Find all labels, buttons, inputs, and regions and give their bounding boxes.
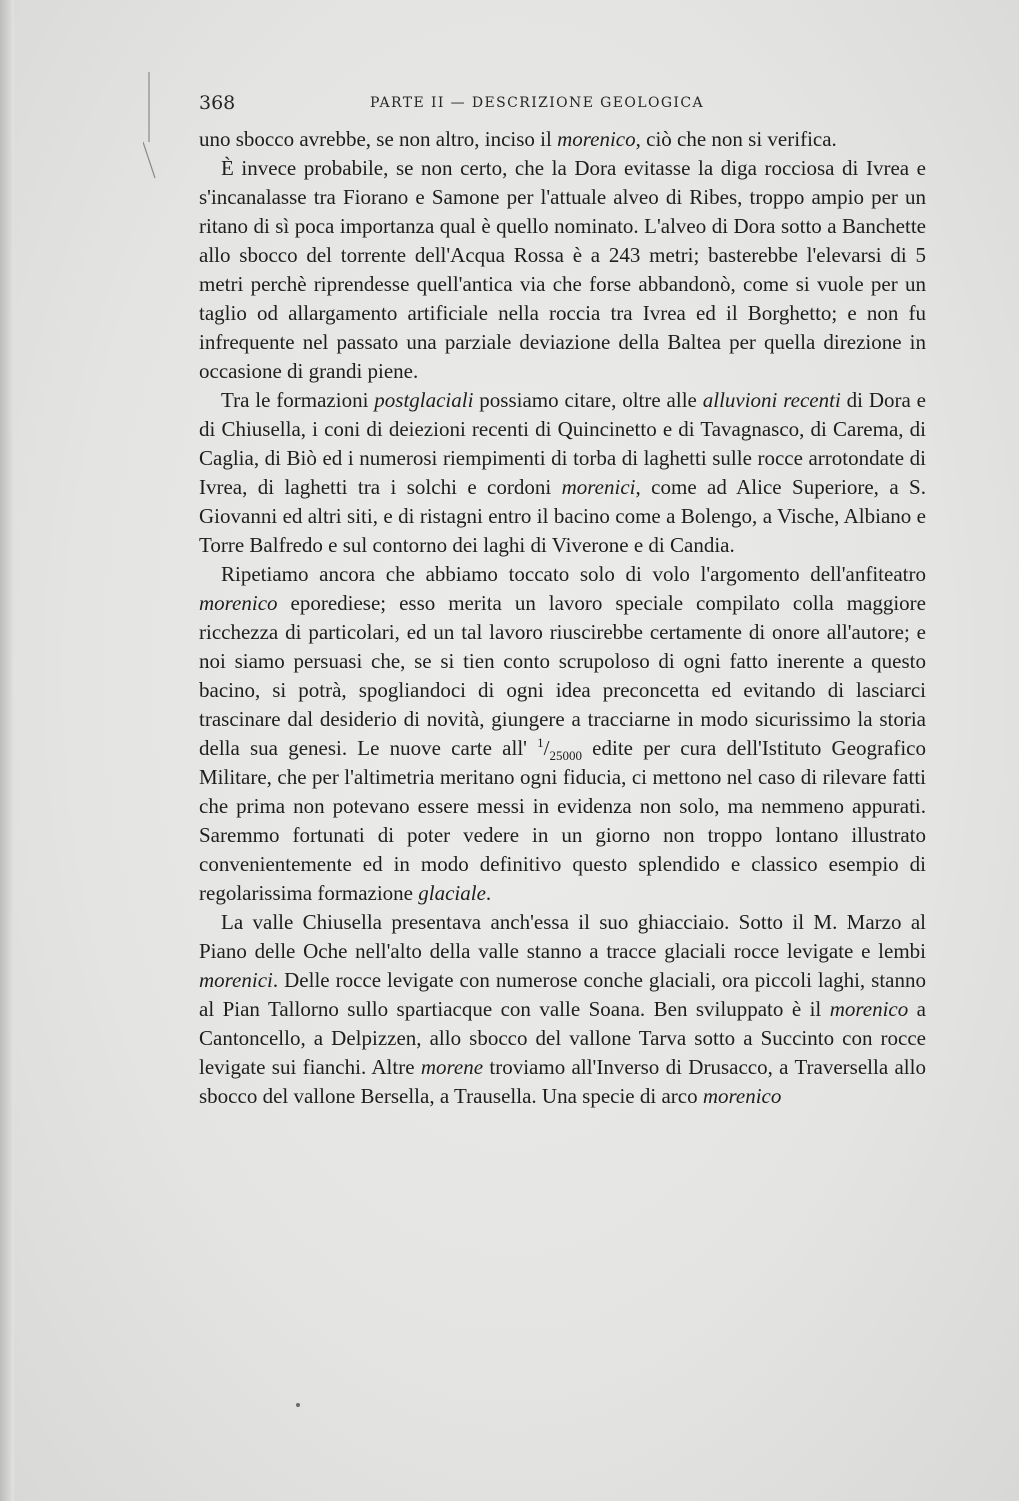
fraction-denominator: 25000 (549, 748, 582, 764)
text-run: edite per cura dell'Istituto Geografico Militare, che per l'altimetria meritano ogni fiducia, ci mettono nel caso di rilevare fatti che prima non potevano essere messi in evidenza non solo, ma nemmeno appurati. Saremmo fortunati di poter vedere in un giorno non troppo lontano illustrato convenientemente ed in modo definitivo questo splendido e classico esempio di regolarissima formazione (199, 736, 926, 905)
italic-term: morenici (199, 968, 273, 992)
paragraph (199, 908, 926, 1111)
text-run: , ciò che non si verifica. (635, 127, 837, 151)
text-run: . (485, 881, 492, 905)
running-header (199, 92, 926, 118)
italic-term: morenico (199, 591, 278, 615)
italic-term: postglaciali (374, 388, 474, 412)
paragraph (199, 560, 926, 908)
running-title: PARTE II — DESCRIZIONE GEOLOGICA (370, 95, 704, 111)
body-text (199, 125, 926, 1111)
text-run: a Cantoncello, a Delpizzen, allo sbocco del vallone Tarva sotto a Succinto con rocce levigate sui fianchi. Altre (199, 997, 926, 1079)
text-run: di Dora e di Chiusella, i coni di deiezioni recenti di Quincinetto e di Tavagnasco, di Carema, di Caglia, di Biò ed i numerosi riempimenti di torba di laghetti sulle rocce arrotondate di Ivrea, di laghetti tra i solchi e cordoni (199, 388, 926, 499)
text-run: troviamo all'Inverso di Drusacco, a Traversella allo sbocco del vallone Bersella, a Trausella. Una specie di arco (199, 1055, 926, 1108)
text-run: Ripetiamo ancora che abbiamo toccato solo di volo l'argomento dell'anfiteatro (221, 562, 926, 586)
text-run: , come ad Alice Superiore, a S. Giovanni ed altri siti, e di ristagni entro il bacino come a Bolengo, a Vische, Albiano e Torre Balfredo e sul contorno dei laghi di Viverone e di Candia. (199, 475, 926, 557)
text-run: possiamo citare, oltre alle (473, 388, 703, 412)
text-run: eporediese; esso merita un lavoro speciale compilato colla maggiore ricchezza di particolari, ed un tal lavoro riuscirebbe certamente di onore all'autore; e noi siamo persuasi che, se si tien conto scrupoloso di ogni fatto inerente a questo bacino, si potrà, spogliandoci di ogni idea preconcetta ed evitando di lasciarci trascinare dal desiderio di novità, giungere a tracciarne in modo sicurissimo la storia della sua genesi. Le nuove carte all' (199, 591, 926, 760)
italic-term: morenici (561, 475, 636, 499)
italic-term: morene (420, 1055, 484, 1079)
text-run: . Delle rocce levigate con numerose conche glaciali, ora piccoli laghi, stanno al Pian Tallorno sullo spartiacque con valle Soana. Ben sviluppato è il (199, 968, 926, 1021)
text-run: Tra le formazioni (221, 388, 375, 412)
paragraph (199, 125, 926, 154)
paragraph (199, 154, 926, 386)
text-run: / (543, 736, 550, 760)
text-run: La valle Chiusella presentava anch'essa il suo ghiacciaio. Sotto il M. Marzo al Piano delle Oche nell'alto della valle stanno a tracce glaciali rocce levigate e lembi (199, 910, 926, 963)
italic-term: morenico (702, 1084, 782, 1108)
italic-term: morenico (557, 127, 636, 151)
page-edge-shadow (0, 0, 14, 1501)
paragraph (199, 386, 926, 560)
text-run: uno sbocco avrebbe, se non altro, inciso il (199, 127, 558, 151)
text-run: È invece probabile, se non certo, che la Dora evitasse la diga rocciosa di Ivrea e s'incanalasse tra Fiorano e Samone per l'attuale alveo di Ribes, troppo ampio per un ritano di sì poca importanza qual è quello nominato. L'alveo di Dora sotto a Banchette allo sbocco del torrente dell'Acqua Rossa è a 243 metri; basterebbe l'elevarsi di 5 metri perchè riprendesse quell'antica via che forse abbandonò, come si vuole per un taglio od allargamento artificiale nella roccia tra Ivrea ed il Borghetto; e non fu infrequente nel passato una parziale deviazione della Baltea per quella direzione in occasione di grandi piene. (199, 156, 926, 383)
print-speck (296, 1403, 300, 1407)
margin-pencil-mark (143, 72, 157, 180)
italic-term: morenico (829, 997, 909, 1021)
italic-term: glaciale (418, 881, 486, 905)
fraction-numerator: 1 (537, 735, 544, 750)
page-number: 368 (199, 92, 236, 114)
italic-term: alluvioni recenti (702, 388, 841, 412)
